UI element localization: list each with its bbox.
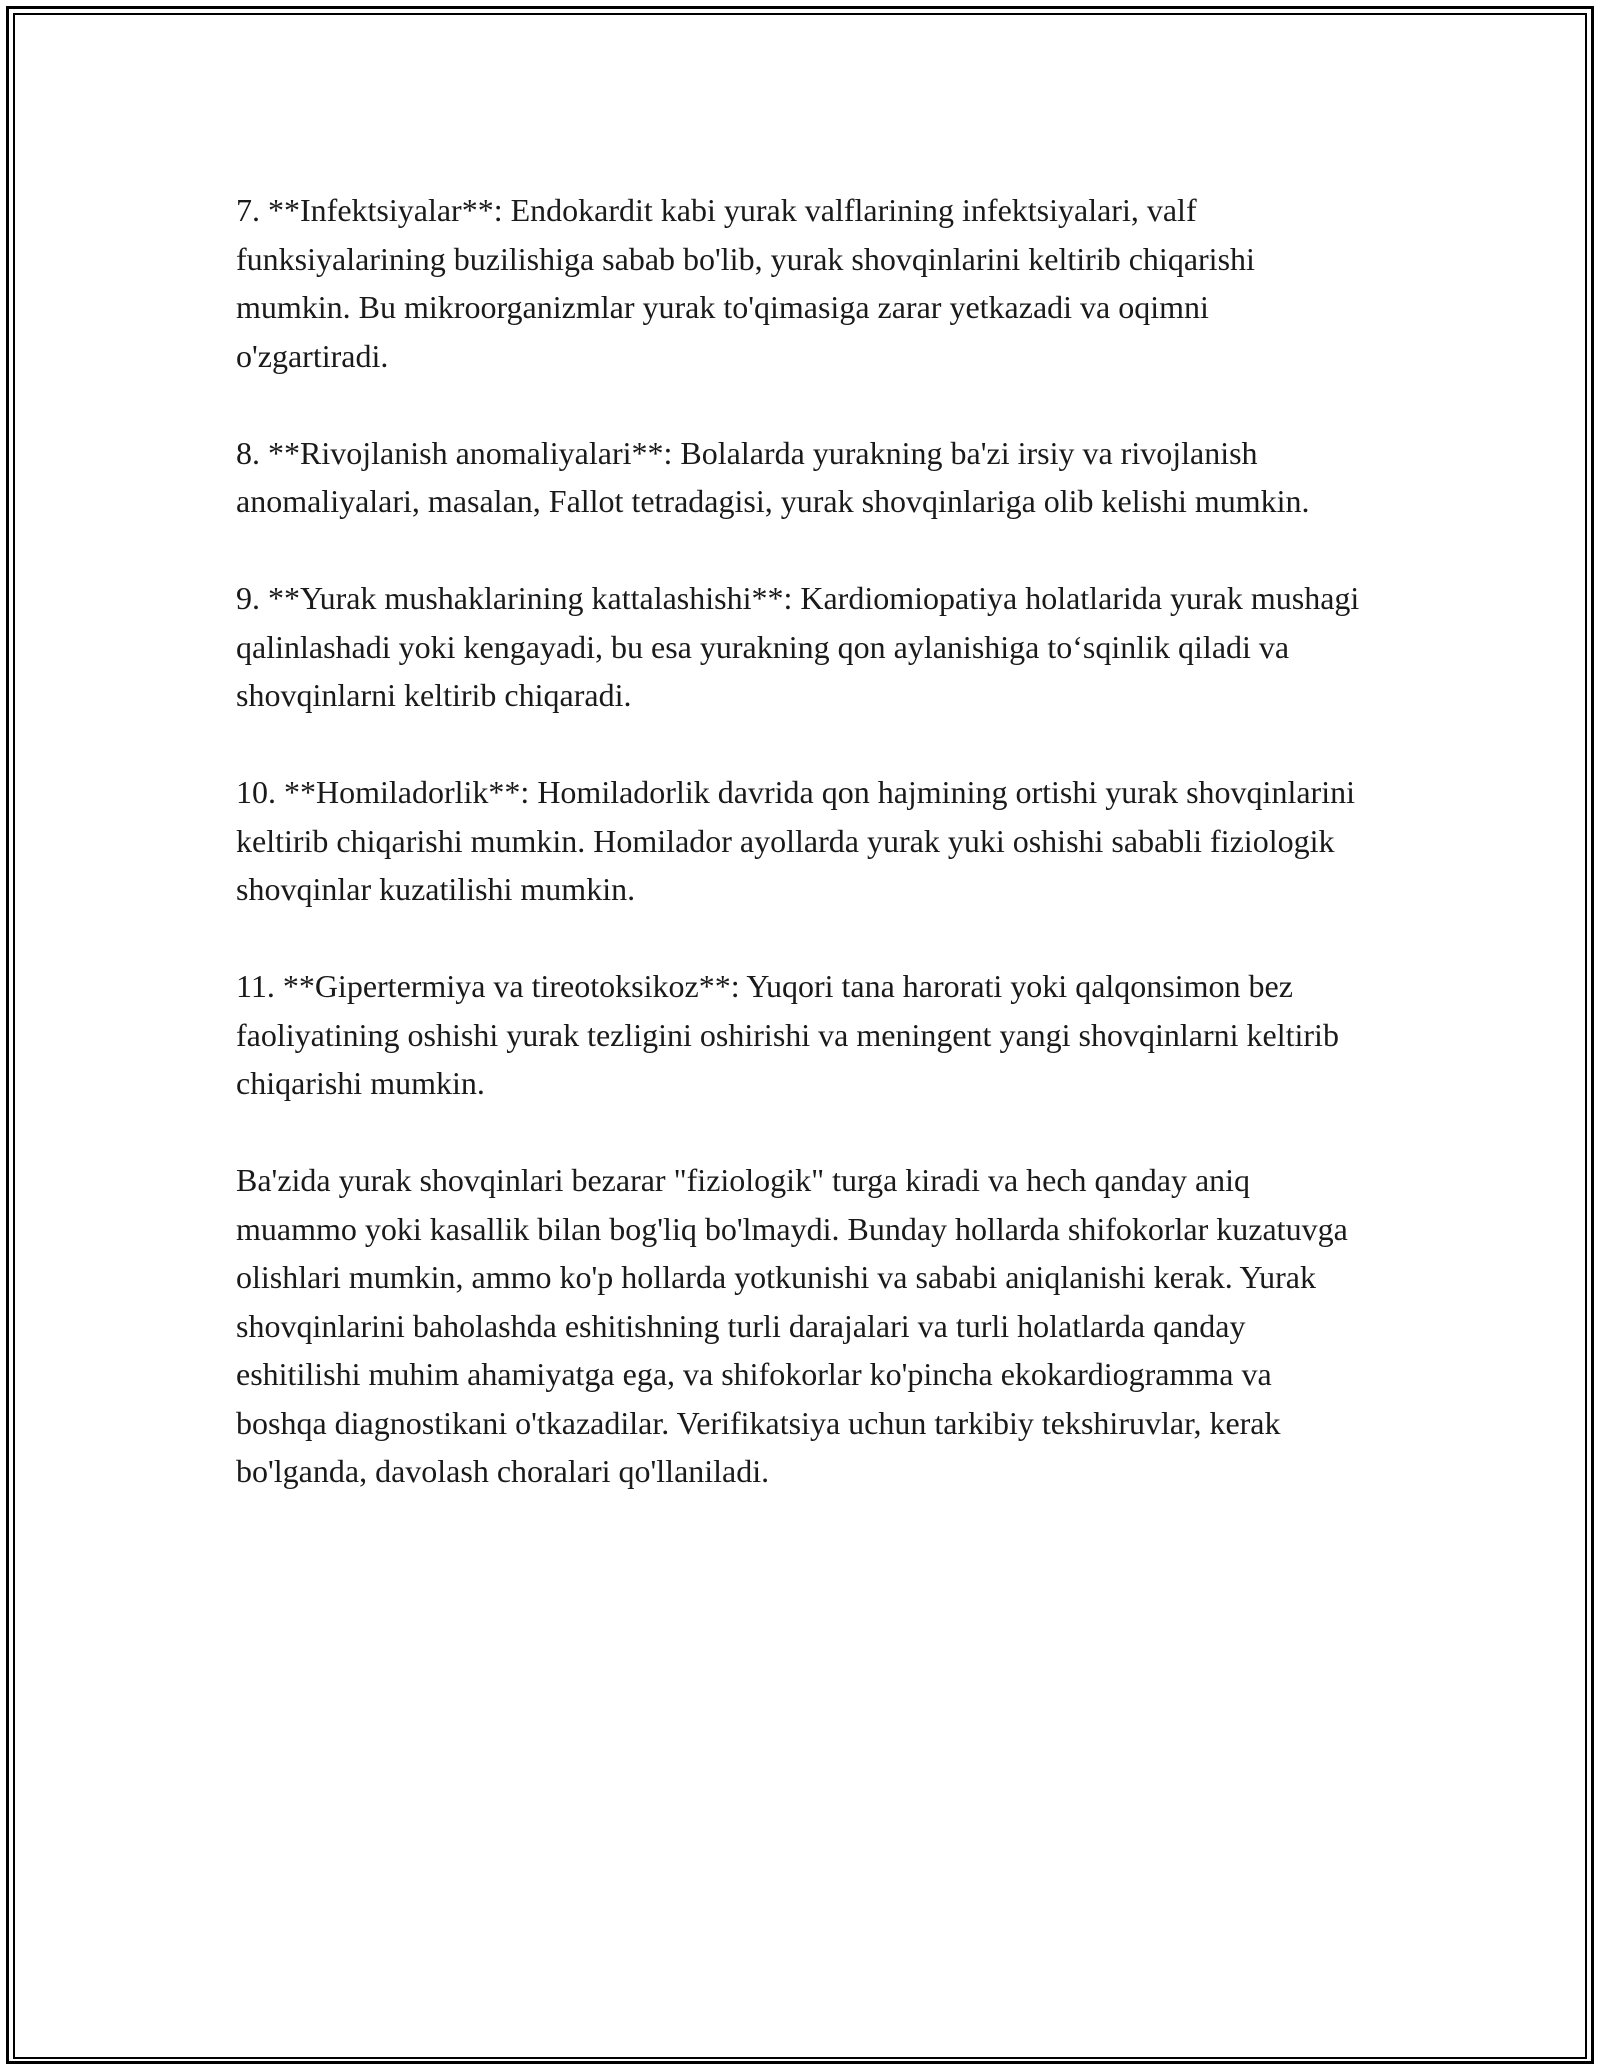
paragraph-yurak-mushaklari: 9. **Yurak mushaklarining kattalashishi**: Kardiomiopatiya holatlarida yurak mushagi qalinlashadi yoki kengayadi, bu esa yurakning qon aylanishiga to‘sqinlik qiladi va shovqinlarni keltirib chiqaradi.: [236, 580, 1360, 713]
paragraph-conclusion: Ba'zida yurak shovqinlari bezarar "fiziologik" turga kiradi va hech qanday aniq muammo yoki kasallik bilan bog'liq bo'lmaydi. Bunday hollarda shifokorlar kuzatuvga olishlari mumkin, ammo ko'p hollarda yotkunishi va sababi aniqlanishi kerak. Yurak shovqinlarini baholashda eshitishning turli darajalari va turli holatlarda qanday eshitilishi muhim ahamiyatga ega, va shifokorlar ko'pincha ekokardiogramma va boshqa diagnostikani o'tkazadilar. Verifikatsiya uchun tarkibiy tekshiruvlar, kerak bo'lganda, davolash choralari qo'llaniladi.: [236, 1162, 1348, 1489]
paragraph-gipertermiya: 11. **Gipertermiya va tireotoksikoz**: Yuqori tana harorati yoki qalqonsimon bez faoliyatining oshishi yurak tezligini oshirishi va meningent yangi shovqinlarni keltirib chiqarishi mumkin.: [236, 968, 1339, 1101]
paragraph-infektsiyalar: 7. **Infektsiyalar**: Endokardit kabi yurak valflarining infektsiyalari, valf funksiyalarining buzilishiga sabab bo'lib, yurak shovqinlarini keltirib chiqarishi mumkin. Bu mikroorganizmlar yurak to'qimasiga zarar yetkazadi va oqimni o'zgartiradi.: [236, 192, 1255, 374]
paragraph-rivojlanish-anomaliyalari: 8. **Rivojlanish anomaliyalari**: Bolalarda yurakning ba'zi irsiy va rivojlanish anomaliyalari, masalan, Fallot tetradagisi, yurak shovqinlariga olib kelishi mumkin.: [236, 434, 1310, 519]
document-body: [236, 186, 1366, 1544]
paragraph-homiladorlik: 10. **Homiladorlik**: Homiladorlik davrida qon hajmining ortishi yurak shovqinlarini keltirib chiqarishi mumkin. Homilador ayollarda yurak yuki oshishi sababli fiziologik shovqinlar kuzatilishi mumkin.: [236, 774, 1355, 907]
